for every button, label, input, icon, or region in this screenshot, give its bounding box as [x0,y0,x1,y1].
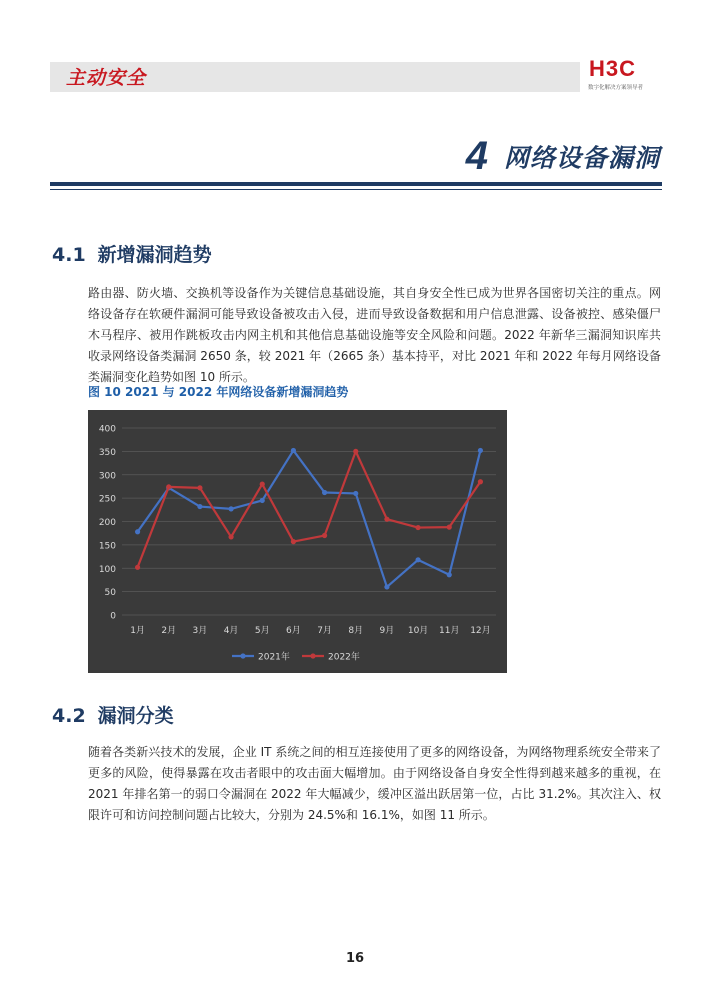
section-title: 漏洞分类 [97,705,174,727]
legend-label: 2021年 [258,652,290,663]
x-tick-label: 2月 [161,626,177,636]
x-tick-label: 1月 [130,626,145,636]
x-tick-label: 12月 [470,626,491,636]
section-title: 新增漏洞趋势 [97,244,212,266]
data-point [478,479,483,484]
chapter-divider-thin [50,189,662,190]
data-point [291,539,296,544]
data-point [260,498,265,503]
x-tick-label: 10月 [407,626,429,636]
data-point [291,448,296,453]
legend-label: 2022年 [328,652,360,663]
x-tick-label: 9月 [379,626,395,636]
section-number: 4.2 [52,705,86,727]
data-point [135,529,140,534]
data-point [447,525,452,530]
x-tick-label: 4月 [223,626,239,636]
x-tick-label: 11月 [439,626,460,636]
data-point [166,484,171,489]
y-tick-label: 250 [98,494,116,505]
header-brand: 主动安全 [66,67,147,89]
data-point [260,482,265,487]
section-heading-4-1 [52,240,212,267]
legend-marker [310,653,315,658]
y-tick-label: 100 [98,564,116,575]
data-point [384,584,389,589]
data-point [228,534,233,539]
line-chart [88,410,507,673]
y-tick-label: 0 [110,611,116,622]
page-number: 16 [345,951,365,966]
data-point [384,517,389,522]
data-point [353,449,358,454]
x-tick-label: 3月 [192,626,208,636]
x-tick-label: 5月 [254,626,270,636]
data-point [135,565,140,570]
x-tick-label: 8月 [348,626,364,636]
chapter-divider [50,182,662,186]
figure-caption: 图 10 2021 与 2022 年网络设备新增漏洞趋势 [88,385,349,399]
section-paragraph: 路由器、防火墙、交换机等设备作为关键信息基础设施，其自身安全性已成为世界各国密切关注的重点。网络设备存在软硬件漏洞可能导致设备被攻击入侵，进而导致设备数据和用户信息泄露、设备被控、感染僵尸木马程序、被用作跳板攻击内网主机和其他信息基础设施等安全风险和问题。2022 年新华三漏洞知识库共收录网络设备类漏洞 2650 条，较 2021 年（2665 条）基本持平，对比 2021 年和 2022 年每月网络设备类漏洞变化趋势如图 10 所示。 [88,286,661,384]
data-point [415,525,420,530]
chapter-title [466,134,660,179]
x-tick-label: 7月 [317,626,332,636]
x-tick-label: 6月 [286,626,301,636]
data-point [322,490,327,495]
y-tick-label: 50 [104,588,116,599]
section-paragraph: 随着各类新兴技术的发展，企业 IT 系统之间的相互连接使用了更多的网络设备，为网络物理系统安全带来了更多的风险，使得暴露在攻击者眼中的攻击面大幅增加。由于网络设备自身安全性得到越来越多的重视，在 2021 年排名第一的弱口令漏洞在 2022 年大幅减少，缓冲区溢出跃居第一位，占比 31.2%。其次注入、权限许可和访问控制问题占比较大，分别为 24.5%和 16.1%，如图 11 所示。 [88,745,661,822]
h3c-logo [585,56,665,94]
chapter-number: 4 [465,134,488,178]
data-point [353,491,358,496]
data-point [447,572,452,577]
data-point [415,557,420,562]
y-tick-label: 300 [98,471,116,482]
logo-tagline: 数字化解决方案领导者 [588,85,644,91]
data-point [478,448,483,453]
section-number: 4.1 [52,244,86,266]
section-heading-4-2 [52,701,174,728]
y-tick-label: 400 [98,424,116,435]
data-point [197,504,202,509]
y-tick-label: 200 [98,518,116,528]
y-tick-label: 350 [98,447,116,458]
data-point [322,533,327,538]
y-tick-label: 150 [98,541,116,552]
logo-text: H3C [589,56,637,81]
data-point [197,485,202,490]
chapter-name: 网络设备漏洞 [503,143,660,173]
data-point [228,506,233,511]
legend-marker [240,653,245,658]
